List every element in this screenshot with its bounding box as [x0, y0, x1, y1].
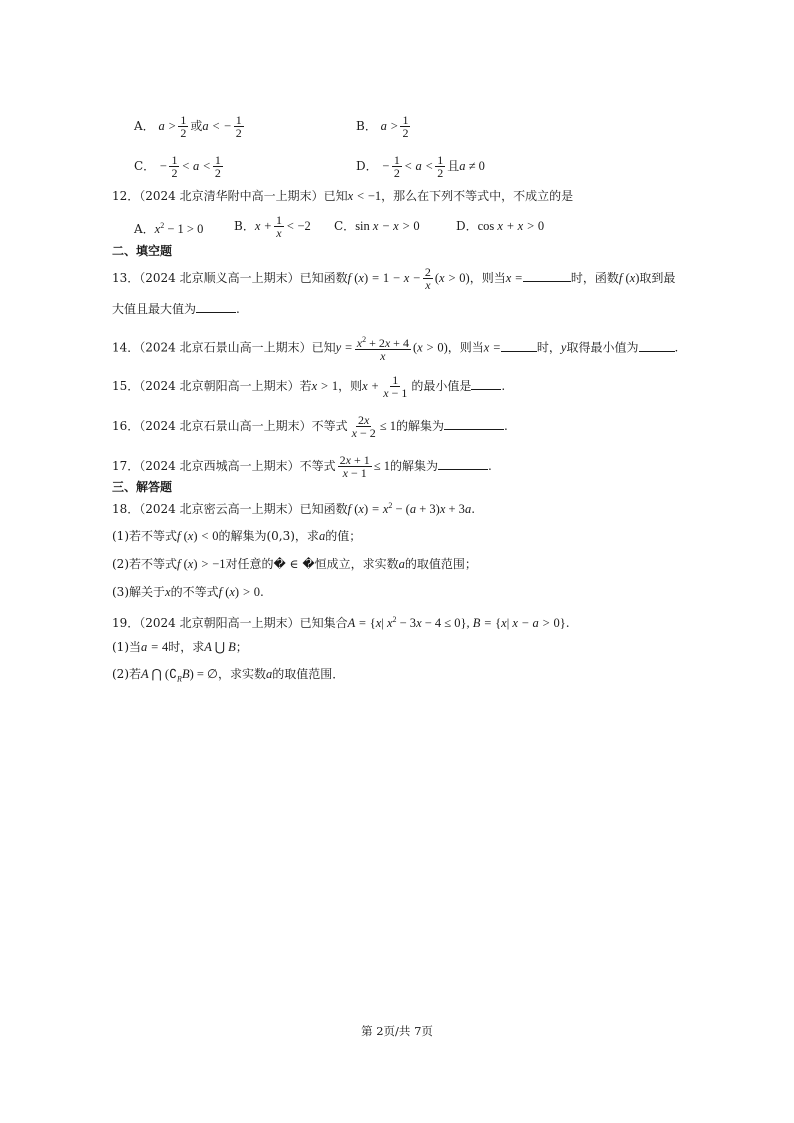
- q12-option-a: A．$x^2 - 1 > 0$: [134, 221, 204, 236]
- q19-part1: (1)当a = 4时，求A ⋃ B；: [112, 640, 248, 654]
- q13-line2: 大值且最大值为 .: [112, 302, 240, 316]
- answer-blank[interactable]: [196, 300, 236, 313]
- q11-option-b: B． a > $\frac{1}{2}$: [356, 113, 409, 140]
- option-label: B．: [356, 119, 377, 133]
- section-heading-answer: 三、解答题: [112, 480, 173, 494]
- q14-line: 14．（2024 北京石景山高一上期末）已知y = $\frac{x^2 + 2x + 4}{x}$ (x > 0)，则当x = 时，y取得最小值为 .: [112, 335, 679, 363]
- q19-stem: 19．（2024 北京朝阳高一上期末）已知集合A = {x| $x^2 - 3x - 4 \le 0$}, B = {x| x − a > 0}.: [112, 615, 570, 630]
- q17-line: 17．（2024 北京西城高一上期末）不等式 $\frac{2x + 1}{x - 1}$ ≤ 1的解集为 .: [112, 453, 492, 480]
- answer-blank[interactable]: [501, 339, 537, 352]
- q12-stem: 12．（2024 北京清华附中高一上期末）已知x < −1，那么在下列不等式中，不成立的是: [112, 189, 574, 203]
- q18-stem: 18．（2024 北京密云高一上期末）已知函数f $(x) = x^2 - (a + 3)x + 3a$.: [112, 501, 476, 516]
- q11-option-a: A． a > $\frac{1}{2}$ 或a < − $\frac{1}{2}$: [134, 113, 242, 140]
- option-label: D．: [356, 159, 378, 173]
- q11-option-d: D． − $\frac{1}{2}$ < a < $\frac{1}{2}$ 且a ≠ 0: [356, 153, 485, 180]
- q18-part2: (2)若不等式f (x) > −1对任意的� ∈ �恒成立，求实数a的取值范围；: [112, 557, 477, 571]
- q12-option-b: B．x + $\frac{1}{x}$ < −2: [234, 213, 311, 240]
- q15-line: 15．（2024 北京朝阳高一上期末）若x > 1，则x + $\frac{1}{x - 1}$ 的最小值是 .: [112, 373, 506, 400]
- q18-part3: (3)解关于x的不等式f (x) > 0.: [112, 585, 264, 599]
- page-number: 第 2页/共 7页: [361, 1024, 433, 1038]
- answer-blank[interactable]: [444, 417, 504, 430]
- q12-option-d: D．cos x + x > 0: [456, 219, 545, 233]
- answer-blank[interactable]: [438, 457, 488, 470]
- q18-part1: (1)若不等式f (x) < 0的解集为(0,3)，求a的值；: [112, 529, 362, 543]
- section-heading-fill-in: 二、填空题: [112, 244, 173, 258]
- answer-blank[interactable]: [639, 339, 675, 352]
- answer-blank[interactable]: [523, 269, 571, 282]
- q13-line1: 13．（2024 北京顺义高一上期末）已知函数f (x) = 1 − x − $\frac{2}{x}$ (x > 0)，则当x = 时，函数f (x)取到最: [112, 265, 676, 292]
- q19-part2: (2)若A ⋂ $(∁_RB)$ = ∅，求实数a的取值范围．: [112, 667, 345, 684]
- answer-blank[interactable]: [471, 377, 501, 390]
- option-label: C．: [134, 159, 156, 173]
- option-label: A．: [134, 119, 155, 133]
- q11-option-c: C． − $\frac{1}{2}$ < a < $\frac{1}{2}$: [134, 153, 221, 180]
- q16-line: 16．（2024 北京石景山高一上期末）不等式 $\frac{2x}{x - 2}$ ≤ 1的解集为 .: [112, 413, 508, 440]
- q12-option-c: C．sin x − x > 0: [334, 219, 420, 233]
